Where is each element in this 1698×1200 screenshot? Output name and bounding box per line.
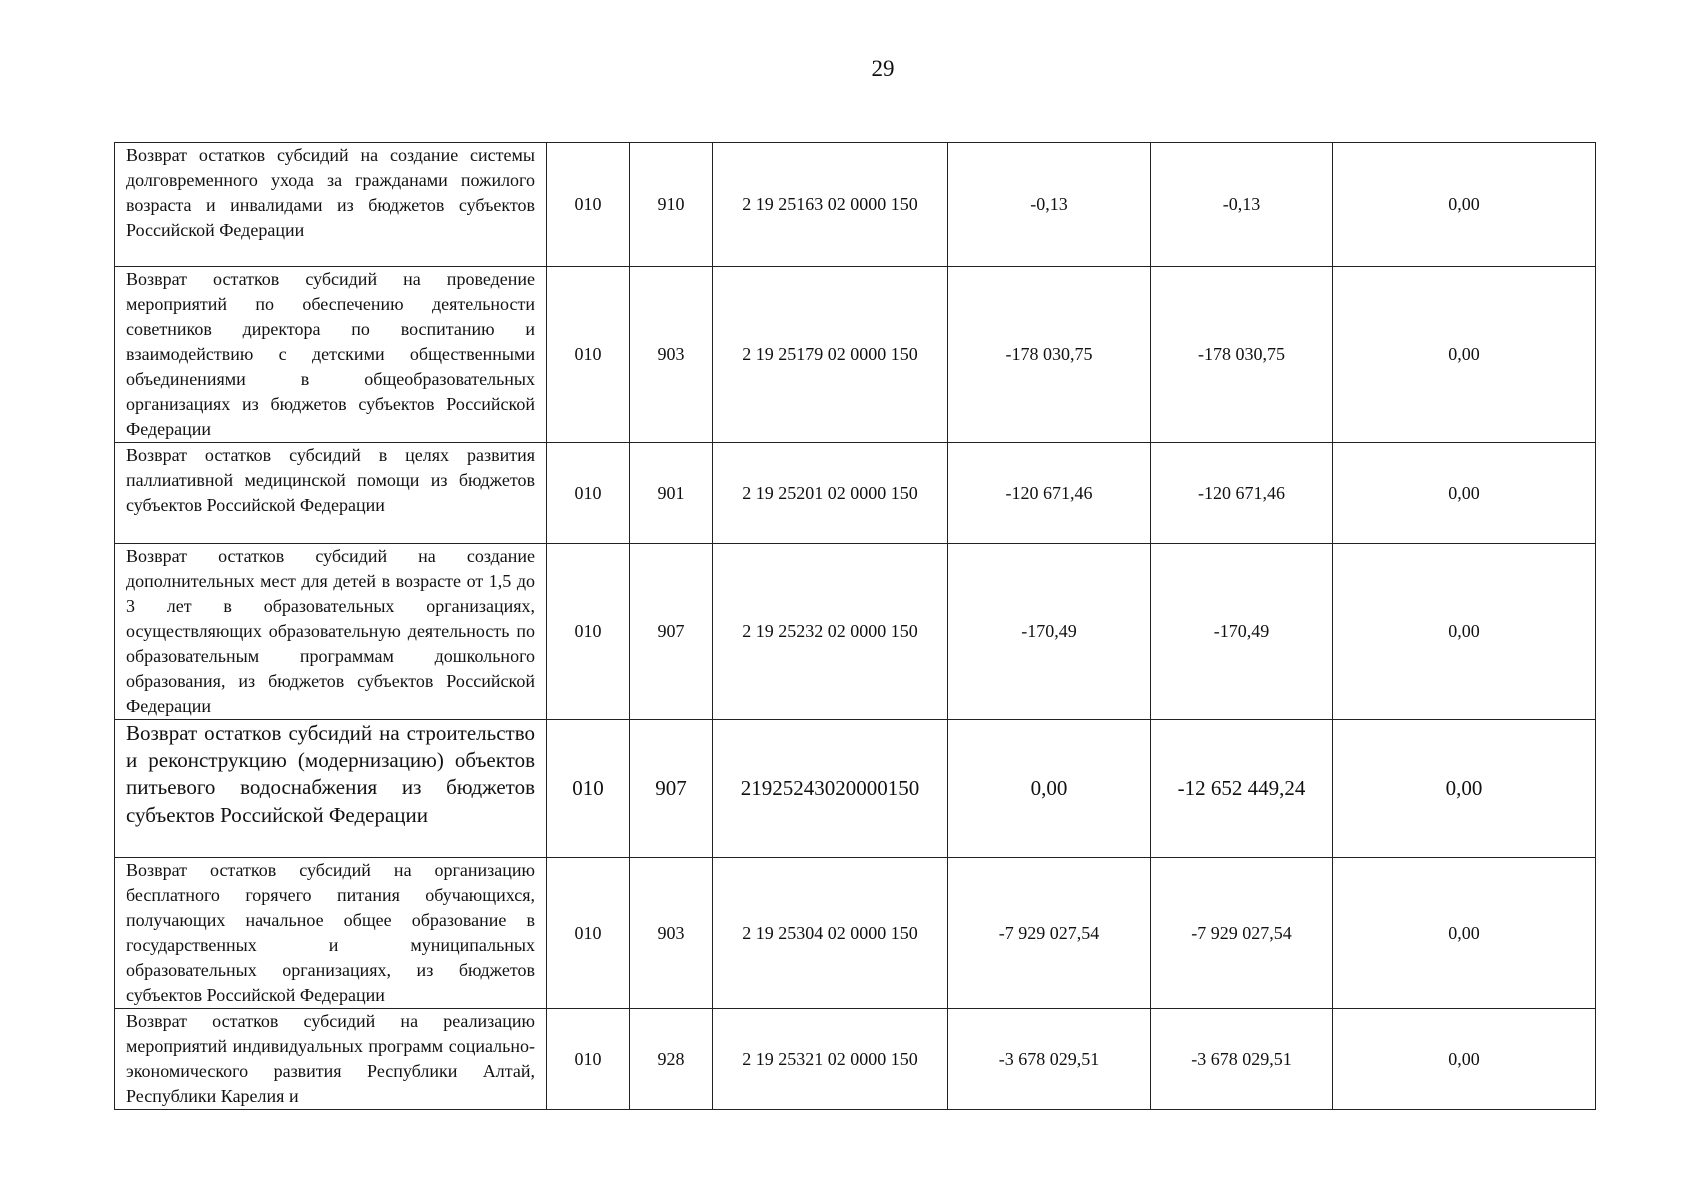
row-amount-2: -178 030,75 bbox=[1151, 267, 1333, 443]
page-number: 29 bbox=[871, 56, 895, 81]
row-code-2: 903 bbox=[630, 267, 713, 443]
row-code-1: 010 bbox=[547, 443, 630, 544]
row-amount-1: -3 678 029,51 bbox=[948, 1009, 1151, 1110]
table-row bbox=[115, 544, 1596, 720]
row-description: Возврат остатков субсидий на создание системы долговременного ухода за гражданами пожилого возраста и инвалидами из бюджетов субъектов Российской Федерации bbox=[115, 143, 547, 267]
row-code-1: 010 bbox=[547, 720, 630, 858]
row-amount-2: -170,49 bbox=[1151, 544, 1333, 720]
row-code-1: 010 bbox=[547, 858, 630, 1009]
row-code-1: 010 bbox=[547, 544, 630, 720]
row-description: Возврат остатков субсидий на создание дополнительных мест для детей в возрасте от 1,5 до 3 лет в образовательных организациях, осуществляющих образовательную деятельность по образовательным программам дошкольного образования, из бюджетов субъектов Российской Федерации bbox=[115, 544, 547, 720]
row-code-2: 910 bbox=[630, 143, 713, 267]
row-amount-2: -0,13 bbox=[1151, 143, 1333, 267]
row-amount-3: 0,00 bbox=[1333, 1009, 1596, 1110]
row-amount-3: 0,00 bbox=[1333, 267, 1596, 443]
row-description: Возврат остатков субсидий на строительство и реконструкцию (модернизацию) объектов питьевого водоснабжения из бюджетов субъектов Российской Федерации bbox=[115, 720, 547, 858]
table-row bbox=[115, 858, 1596, 1009]
row-amount-1: -170,49 bbox=[948, 544, 1151, 720]
row-description: Возврат остатков субсидий в целях развития паллиативной медицинской помощи из бюджетов субъектов Российской Федерации bbox=[115, 443, 547, 544]
row-description: Возврат остатков субсидий на организацию бесплатного горячего питания обучающихся, получающих начальное общее образование в государственных и муниципальных образовательных организациях, из бюджетов субъектов Российской Федерации bbox=[115, 858, 547, 1009]
table-row bbox=[115, 143, 1596, 267]
row-description: Возврат остатков субсидий на реализацию мероприятий индивидуальных программ социально-экономического развития Республики Алтай, Республики Карелия и bbox=[115, 1009, 547, 1110]
row-code-2: 903 bbox=[630, 858, 713, 1009]
table-row bbox=[115, 720, 1596, 858]
row-amount-2: -3 678 029,51 bbox=[1151, 1009, 1333, 1110]
row-amount-2: -120 671,46 bbox=[1151, 443, 1333, 544]
row-amount-3: 0,00 bbox=[1333, 720, 1596, 858]
row-kbk-code: 2 19 25304 02 0000 150 bbox=[713, 858, 948, 1009]
row-amount-2: -12 652 449,24 bbox=[1151, 720, 1333, 858]
row-amount-3: 0,00 bbox=[1333, 443, 1596, 544]
row-kbk-code: 2 19 25321 02 0000 150 bbox=[713, 1009, 948, 1110]
row-code-1: 010 bbox=[547, 143, 630, 267]
table-row bbox=[115, 267, 1596, 443]
row-amount-1: -7 929 027,54 bbox=[948, 858, 1151, 1009]
row-amount-3: 0,00 bbox=[1333, 858, 1596, 1009]
row-code-1: 010 bbox=[547, 267, 630, 443]
row-amount-1: -120 671,46 bbox=[948, 443, 1151, 544]
table-row bbox=[115, 1009, 1596, 1110]
row-kbk-code: 2 19 25179 02 0000 150 bbox=[713, 267, 948, 443]
row-amount-1: 0,00 bbox=[948, 720, 1151, 858]
row-code-1: 010 bbox=[547, 1009, 630, 1110]
row-amount-3: 0,00 bbox=[1333, 544, 1596, 720]
row-amount-2: -7 929 027,54 bbox=[1151, 858, 1333, 1009]
row-amount-1: -0,13 bbox=[948, 143, 1151, 267]
table-row bbox=[115, 443, 1596, 544]
row-code-2: 928 bbox=[630, 1009, 713, 1110]
row-kbk-code: 2 19 25201 02 0000 150 bbox=[713, 443, 948, 544]
row-kbk-code: 2 19 25163 02 0000 150 bbox=[713, 143, 948, 267]
row-kbk-code: 21925243020000150 bbox=[713, 720, 948, 858]
row-code-2: 907 bbox=[630, 720, 713, 858]
row-description: Возврат остатков субсидий на проведение мероприятий по обеспечению деятельности советников директора по воспитанию и взаимодействию с детскими общественными объединениями в общеобразовательных организациях из бюджетов субъектов Российской Федерации bbox=[115, 267, 547, 443]
revenue-table bbox=[114, 142, 1596, 1110]
row-amount-1: -178 030,75 bbox=[948, 267, 1151, 443]
row-kbk-code: 2 19 25232 02 0000 150 bbox=[713, 544, 948, 720]
row-code-2: 907 bbox=[630, 544, 713, 720]
row-amount-3: 0,00 bbox=[1333, 143, 1596, 267]
row-code-2: 901 bbox=[630, 443, 713, 544]
